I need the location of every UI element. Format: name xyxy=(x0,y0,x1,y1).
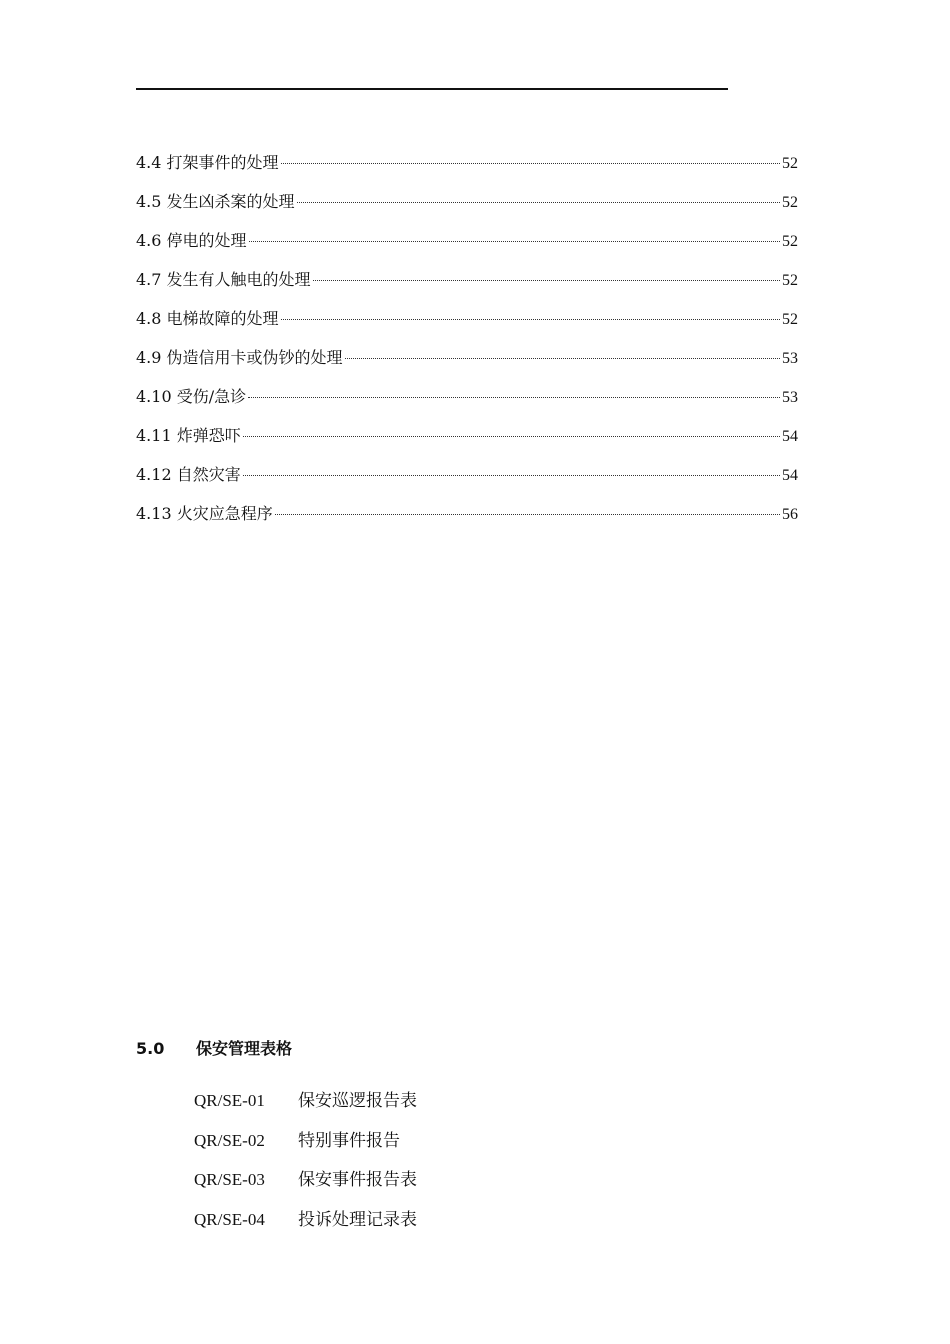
toc-entry[interactable] xyxy=(136,462,798,501)
toc-entry-number: 4.8 xyxy=(136,309,162,328)
toc-entry-page: 52 xyxy=(782,272,798,289)
header-rule xyxy=(136,88,728,90)
toc-entry-title: 火灾应急程序 xyxy=(176,504,273,523)
toc-entry-page: 56 xyxy=(782,506,798,523)
toc-leader-dots xyxy=(281,319,780,320)
toc-entry[interactable] xyxy=(136,384,798,423)
toc-leader-dots xyxy=(297,202,780,203)
form-code: QR/SE-03 xyxy=(194,1170,265,1189)
toc-entry-number: 4.9 xyxy=(136,348,162,367)
toc-entry[interactable] xyxy=(136,501,798,540)
form-list xyxy=(194,1086,417,1244)
toc-leader-dots xyxy=(249,241,780,242)
toc-leader-dots xyxy=(243,475,780,476)
toc-leader-dots xyxy=(345,358,780,359)
section-number: 5.0 xyxy=(136,1039,165,1058)
toc-entry[interactable] xyxy=(136,228,798,267)
section-heading xyxy=(136,1036,776,1064)
toc-entry-number: 4.12 xyxy=(136,465,172,484)
toc-entry-title: 受伤/急诊 xyxy=(176,387,247,406)
toc-entry-title: 发生凶杀案的处理 xyxy=(166,192,295,211)
toc-entry[interactable] xyxy=(136,423,798,462)
toc-entry-page: 53 xyxy=(782,389,798,406)
toc-entry-number: 4.6 xyxy=(136,231,162,250)
toc-entry[interactable] xyxy=(136,345,798,384)
toc-entry-title: 打架事件的处理 xyxy=(166,153,279,172)
toc-entry-title: 停电的处理 xyxy=(166,231,247,250)
form-name: 保安巡逻报告表 xyxy=(298,1091,417,1111)
toc-leader-dots xyxy=(243,436,780,437)
toc-leader-dots xyxy=(281,163,780,164)
toc-entry-page: 54 xyxy=(782,428,798,445)
toc-entry-title: 电梯故障的处理 xyxy=(166,309,279,328)
toc-entry-title: 自然灾害 xyxy=(176,465,241,484)
toc-entry-title: 发生有人触电的处理 xyxy=(166,270,311,289)
form-name: 保安事件报告表 xyxy=(298,1170,417,1190)
form-list-item xyxy=(194,1126,417,1166)
forms-section xyxy=(136,1036,776,1230)
toc-leader-dots xyxy=(248,397,780,398)
toc-entry-page: 52 xyxy=(782,311,798,328)
toc-entry-number: 4.11 xyxy=(136,426,172,445)
section-title: 保安管理表格 xyxy=(196,1039,293,1058)
toc-entry-number: 4.4 xyxy=(136,153,162,172)
toc-entry-title: 炸弹恐吓 xyxy=(176,426,241,445)
toc-entry-page: 54 xyxy=(782,467,798,484)
toc-entry-title: 伪造信用卡或伪钞的处理 xyxy=(166,348,343,367)
toc-leader-dots xyxy=(313,280,780,281)
toc-entry-page: 52 xyxy=(782,233,798,250)
form-list-item xyxy=(194,1086,417,1126)
toc-entry-number: 4.13 xyxy=(136,504,172,523)
toc-entry-page: 52 xyxy=(782,155,798,172)
toc-entry-number: 4.7 xyxy=(136,270,162,289)
toc-leader-dots xyxy=(275,514,780,515)
form-code: QR/SE-01 xyxy=(194,1091,265,1110)
form-list-item xyxy=(194,1165,417,1205)
toc-entry-page: 53 xyxy=(782,350,798,367)
form-name: 特别事件报告 xyxy=(298,1130,400,1151)
toc-entry[interactable] xyxy=(136,150,798,189)
form-code: QR/SE-04 xyxy=(194,1209,265,1229)
toc-entry-number: 4.10 xyxy=(136,387,172,406)
toc-entry[interactable] xyxy=(136,267,798,306)
toc-entry-number: 4.5 xyxy=(136,192,162,211)
toc-entry[interactable] xyxy=(136,189,798,228)
form-code: QR/SE-02 xyxy=(194,1130,265,1150)
table-of-contents xyxy=(136,150,798,540)
toc-entry-page: 52 xyxy=(782,194,798,211)
form-name: 投诉处理记录表 xyxy=(298,1209,417,1230)
toc-entry[interactable] xyxy=(136,306,798,345)
form-list-item xyxy=(194,1205,417,1245)
